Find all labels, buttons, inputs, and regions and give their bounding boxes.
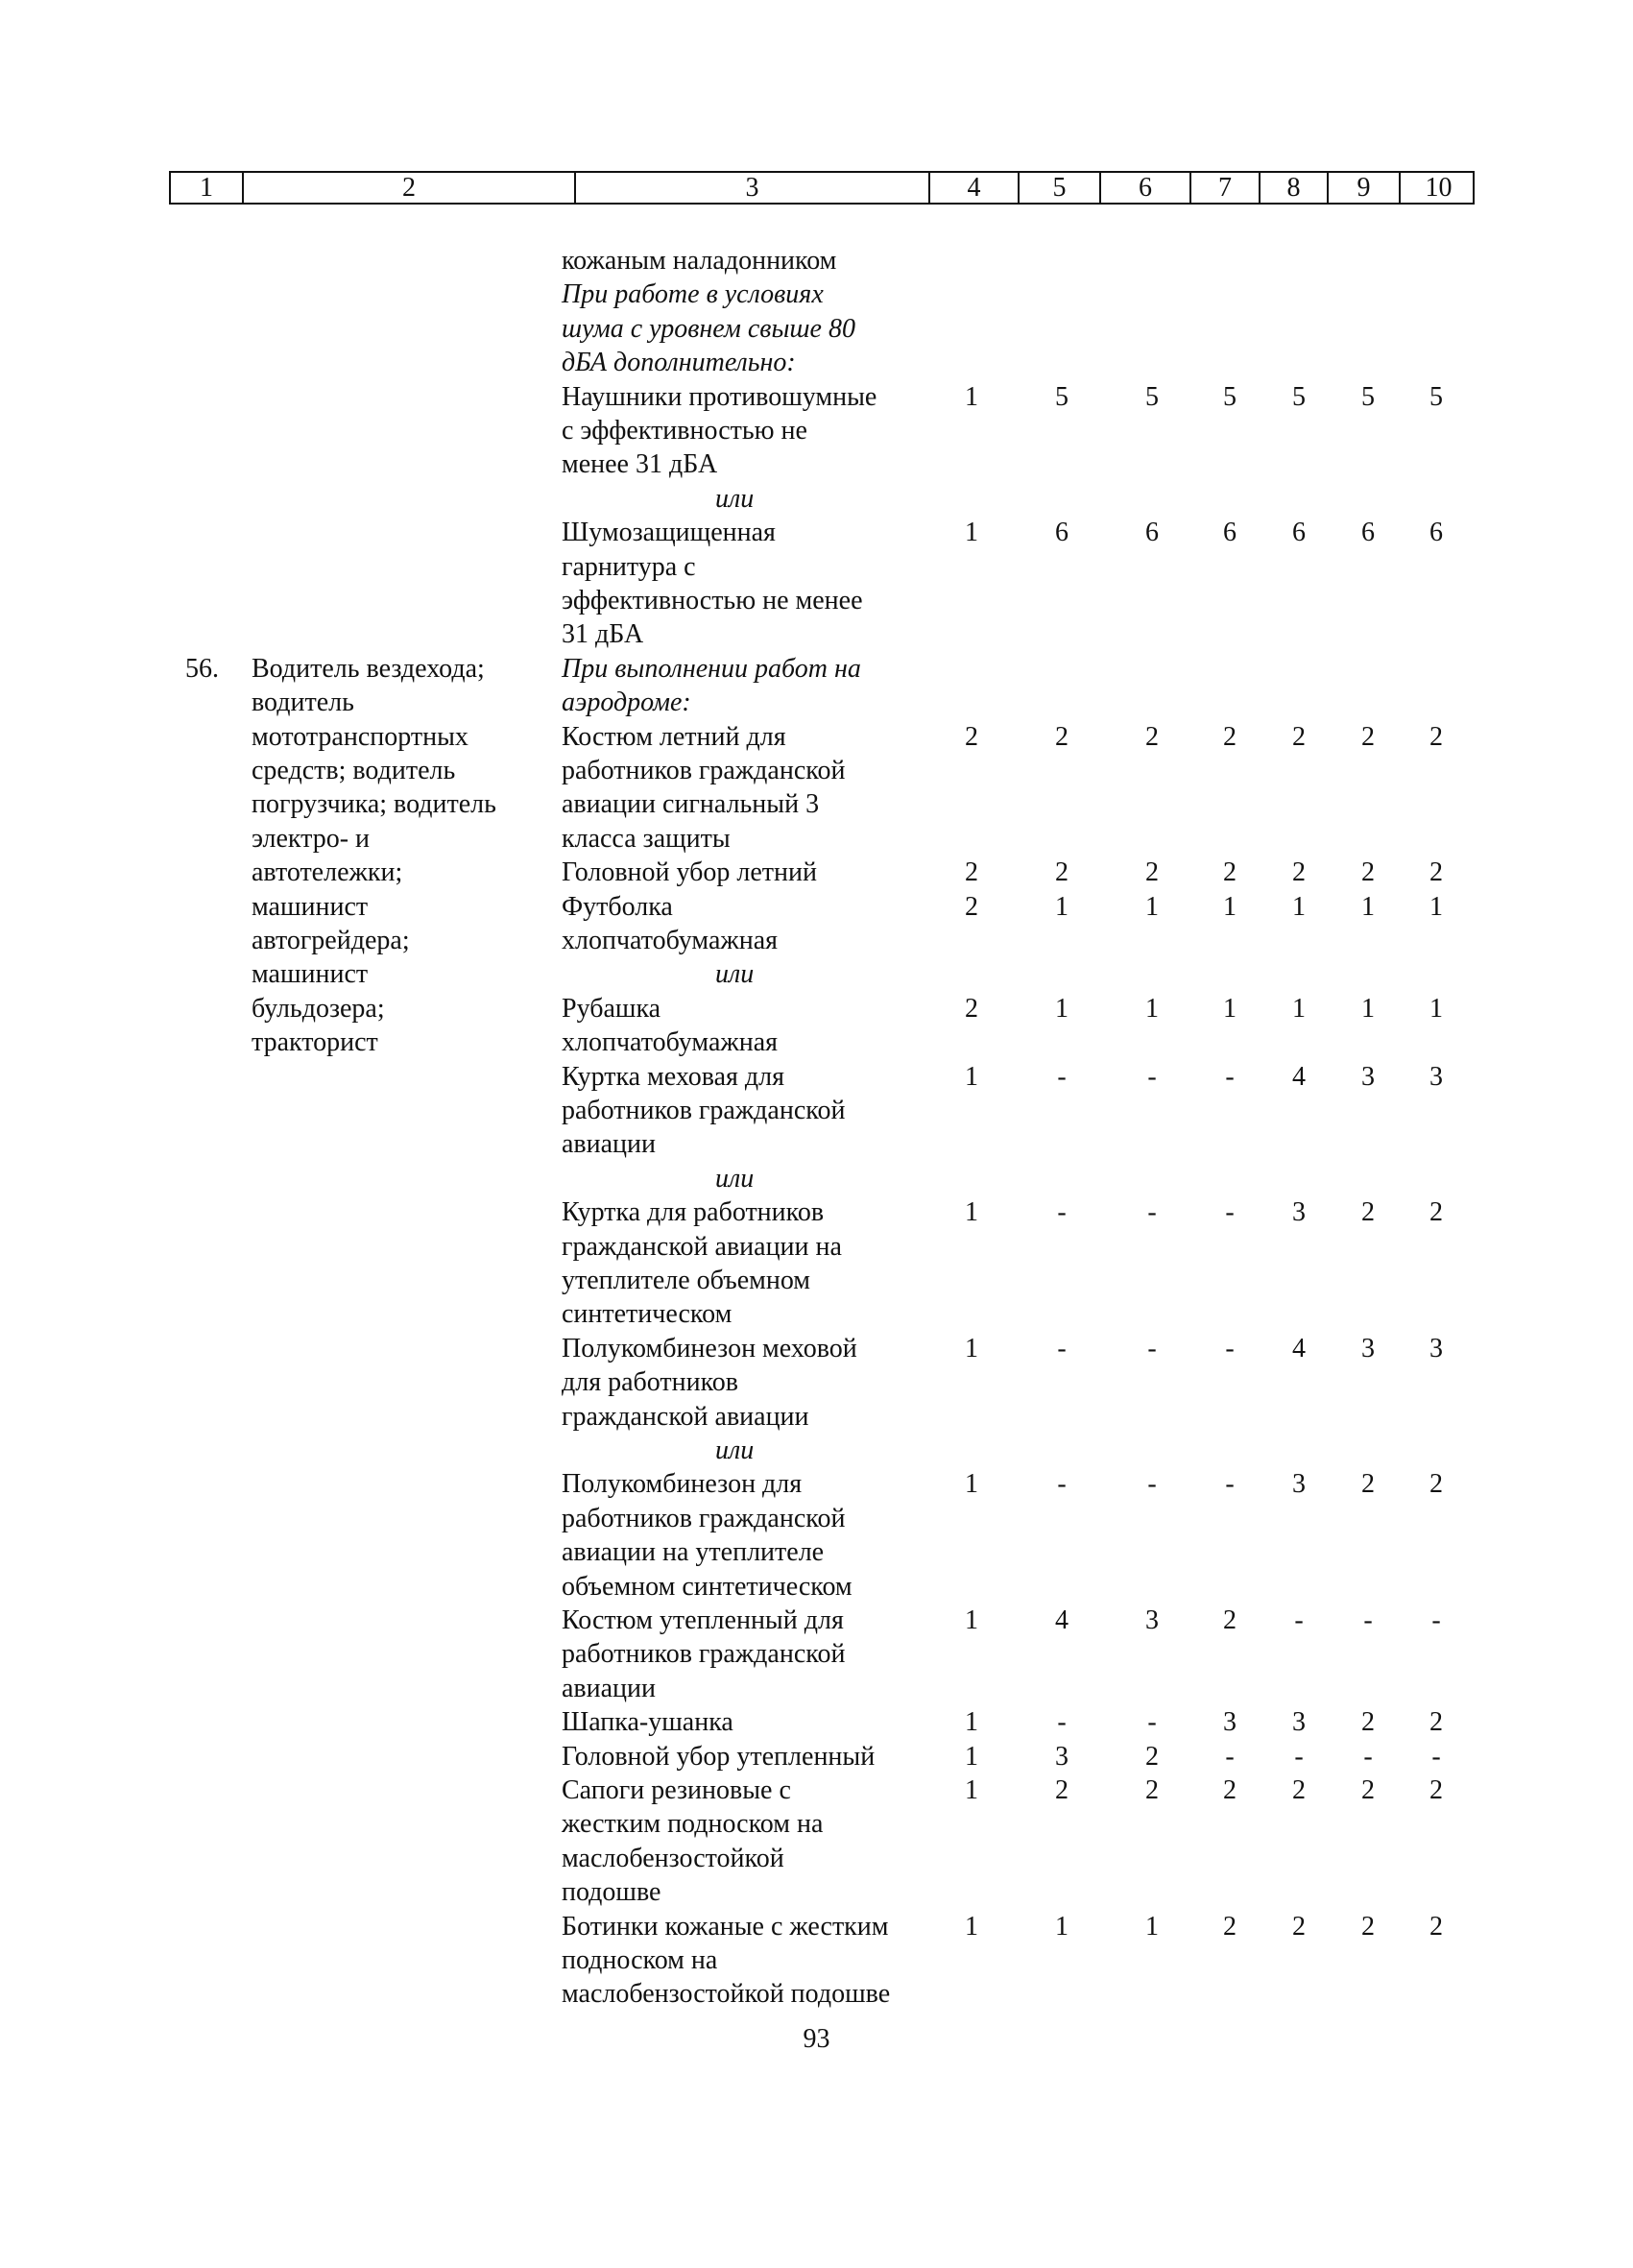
profession-line: бульдозера; <box>252 993 385 1024</box>
norm-value-col-4: 1 <box>965 1197 978 1228</box>
norm-value-col-5: - <box>1057 1197 1067 1228</box>
norm-value-col-7: 1 <box>1223 993 1237 1024</box>
norm-value-col-4: 1 <box>965 1061 978 1092</box>
header-col-9: 9 <box>1327 173 1399 203</box>
norm-value-col-5: - <box>1057 1061 1067 1092</box>
norm-value-col-4: 1 <box>965 1707 978 1738</box>
norm-value-col-9: 2 <box>1361 1707 1375 1738</box>
norm-value-col-7: 3 <box>1223 1707 1237 1738</box>
norm-value-col-5: 1 <box>1055 993 1069 1024</box>
norm-value-col-8: 5 <box>1292 381 1306 412</box>
norm-value-col-10: - <box>1431 1605 1441 1635</box>
norm-value-col-10: 5 <box>1429 381 1443 412</box>
page-number: 93 <box>803 2024 830 2054</box>
norm-value-col-7: 6 <box>1223 518 1237 548</box>
profession-line: Водитель вездехода; <box>252 653 485 684</box>
norm-value-col-4: 2 <box>965 993 978 1024</box>
profession-line: мототранспортных <box>252 721 468 752</box>
norm-value-col-7: 1 <box>1223 891 1237 922</box>
norm-value-col-6: - <box>1147 1707 1157 1738</box>
norm-value-col-9: 1 <box>1361 993 1375 1024</box>
norm-value-col-8: 3 <box>1292 1707 1306 1738</box>
item-description-line: эффективностью не менее <box>562 586 863 615</box>
item-description-line: маслобензостойкой подошве <box>562 1979 891 2010</box>
norm-value-col-7: - <box>1225 1469 1235 1500</box>
norm-value-col-5: 5 <box>1055 381 1069 412</box>
item-description-line: гарнитура с <box>562 551 696 582</box>
item-description-line: менее 31 дБА <box>562 449 718 480</box>
norm-value-col-6: 2 <box>1145 1775 1159 1805</box>
norm-value-col-7: 2 <box>1223 857 1237 888</box>
norm-value-col-6: 5 <box>1145 381 1159 412</box>
item-description-line: работников гражданской <box>562 1639 846 1670</box>
header-col-7: 7 <box>1189 173 1259 203</box>
item-description-line: подноском на <box>562 1945 718 1975</box>
header-col-4: 4 <box>928 173 1018 203</box>
norm-value-col-10: 3 <box>1429 1333 1443 1363</box>
norm-value-col-8: 2 <box>1292 1775 1306 1805</box>
norm-value-col-8: 1 <box>1292 993 1306 1024</box>
item-description-line: для работников <box>562 1367 739 1398</box>
or-separator: или <box>715 1436 755 1465</box>
norm-value-col-8: 2 <box>1292 1911 1306 1942</box>
norm-value-col-10: 2 <box>1429 1707 1443 1738</box>
item-description-line: Куртка меховая для <box>562 1061 785 1092</box>
norm-value-col-10: 3 <box>1429 1061 1443 1092</box>
item-description-line: класса защиты <box>562 823 731 854</box>
item-description-line: Костюм утепленный для <box>562 1605 844 1635</box>
item-description-line: Наушники противошумные <box>562 381 877 412</box>
header-col-5: 5 <box>1018 173 1099 203</box>
norm-value-col-8: 4 <box>1292 1333 1306 1363</box>
norm-value-col-7: - <box>1225 1741 1235 1772</box>
norm-value-col-4: 2 <box>965 857 978 888</box>
norm-value-col-5: 3 <box>1055 1741 1069 1772</box>
or-separator: или <box>715 483 755 514</box>
norm-value-col-4: 1 <box>965 1605 978 1635</box>
norm-value-col-4: 1 <box>965 1911 978 1942</box>
profession-line: погрузчика; водитель <box>252 789 496 820</box>
norm-value-col-9: 2 <box>1361 857 1375 888</box>
norm-value-col-7: - <box>1225 1197 1235 1228</box>
header-col-10: 10 <box>1399 173 1477 203</box>
item-description-line: При выполнении работ на <box>562 653 861 684</box>
column-number-header <box>169 171 1475 205</box>
norm-value-col-6: 2 <box>1145 857 1159 888</box>
norm-value-col-6: 6 <box>1145 518 1159 548</box>
norm-value-col-8: - <box>1294 1605 1304 1635</box>
norm-value-col-6: 3 <box>1145 1605 1159 1635</box>
norm-value-col-5: 2 <box>1055 857 1069 888</box>
norm-value-col-5: - <box>1057 1333 1067 1363</box>
item-description-line: шума с уровнем свыше 80 <box>562 313 855 344</box>
norm-value-col-9: 5 <box>1361 381 1375 412</box>
norm-value-col-8: - <box>1294 1741 1304 1772</box>
norm-value-col-5: - <box>1057 1469 1067 1500</box>
norm-value-col-8: 2 <box>1292 857 1306 888</box>
norm-value-col-10: 2 <box>1429 1775 1443 1805</box>
norm-value-col-10: - <box>1431 1741 1441 1772</box>
item-description-line: Куртка для работников <box>562 1197 825 1228</box>
norm-value-col-10: 2 <box>1429 1911 1443 1942</box>
norm-value-col-8: 6 <box>1292 518 1306 548</box>
norm-value-col-8: 3 <box>1292 1197 1306 1228</box>
item-description-line: работников гражданской <box>562 1096 846 1125</box>
norm-value-col-8: 3 <box>1292 1469 1306 1500</box>
item-description-line: Головной убор летний <box>562 857 817 888</box>
norm-value-col-10: 1 <box>1429 891 1443 922</box>
norm-value-col-6: 1 <box>1145 891 1159 922</box>
item-description-line: синтетическом <box>562 1299 732 1330</box>
item-description-line: авиации сигнальный 3 <box>562 789 820 820</box>
norm-value-col-4: 1 <box>965 1333 978 1363</box>
item-description-line: авиации <box>562 1673 657 1703</box>
norm-value-col-4: 1 <box>965 381 978 412</box>
item-description-line: Шапка-ушанка <box>562 1707 733 1738</box>
header-col-2: 2 <box>242 173 574 203</box>
norm-value-col-9: 3 <box>1361 1061 1375 1092</box>
item-description-line: Полукомбинезон для <box>562 1469 803 1500</box>
norm-value-col-6: - <box>1147 1061 1157 1092</box>
norm-value-col-6: - <box>1147 1469 1157 1500</box>
norm-value-col-5: 1 <box>1055 1911 1069 1942</box>
norm-value-col-6: 2 <box>1145 1741 1159 1772</box>
norm-value-col-9: 2 <box>1361 1469 1375 1500</box>
item-description-line: гражданской авиации <box>562 1401 809 1432</box>
norm-value-col-5: 6 <box>1055 518 1069 548</box>
item-description-line: аэродроме: <box>562 688 691 718</box>
norm-value-col-4: 2 <box>965 721 978 752</box>
norm-value-col-5: - <box>1057 1707 1067 1738</box>
or-separator: или <box>715 1163 755 1194</box>
norm-value-col-9: - <box>1363 1605 1373 1635</box>
item-description-line: кожаным наладонником <box>562 246 837 276</box>
norm-value-col-4: 2 <box>965 891 978 922</box>
norm-value-col-7: - <box>1225 1061 1235 1092</box>
norm-value-col-5: 2 <box>1055 721 1069 752</box>
norm-value-col-4: 1 <box>965 1775 978 1805</box>
norm-value-col-6: 1 <box>1145 993 1159 1024</box>
norm-value-col-4: 1 <box>965 1741 978 1772</box>
norm-value-col-9: 2 <box>1361 1775 1375 1805</box>
item-description-line: Рубашка <box>562 993 661 1024</box>
norm-value-col-4: 1 <box>965 518 978 548</box>
norm-value-col-8: 4 <box>1292 1061 1306 1092</box>
item-description-line: При работе в условиях <box>562 279 824 310</box>
norm-value-col-10: 1 <box>1429 993 1443 1024</box>
norm-value-col-6: - <box>1147 1197 1157 1228</box>
item-number: 56. <box>185 653 219 684</box>
norm-value-col-10: 6 <box>1429 518 1443 548</box>
norm-value-col-7: 2 <box>1223 1911 1237 1942</box>
item-description-line: утеплителе объемном <box>562 1266 811 1295</box>
item-description-line: Футболка <box>562 891 673 922</box>
profession-line: тракторист <box>252 1027 378 1058</box>
norm-value-col-7: - <box>1225 1333 1235 1363</box>
norm-value-col-6: 1 <box>1145 1911 1159 1942</box>
norm-value-col-9: 2 <box>1361 1197 1375 1228</box>
norm-value-col-9: 2 <box>1361 721 1375 752</box>
header-col-6: 6 <box>1099 173 1189 203</box>
profession-line: автогрейдера; <box>252 926 410 955</box>
norm-value-col-7: 2 <box>1223 721 1237 752</box>
norm-value-col-7: 2 <box>1223 1605 1237 1635</box>
norm-value-col-9: 3 <box>1361 1333 1375 1363</box>
profession-line: автотележки; <box>252 857 403 888</box>
item-description-line: работников гражданской <box>562 756 846 785</box>
norm-value-col-8: 2 <box>1292 721 1306 752</box>
norm-value-col-4: 1 <box>965 1469 978 1500</box>
item-description-line: авиации <box>562 1129 657 1160</box>
norm-value-col-10: 2 <box>1429 1469 1443 1500</box>
item-description-line: Шумозащищенная <box>562 518 776 548</box>
item-description-line: объемном синтетическом <box>562 1571 853 1602</box>
norm-value-col-5: 2 <box>1055 1775 1069 1805</box>
profession-line: электро- и <box>252 823 371 854</box>
norm-value-col-9: 1 <box>1361 891 1375 922</box>
or-separator: или <box>715 959 755 990</box>
profession-line: средств; водитель <box>252 756 456 785</box>
header-col-1: 1 <box>200 173 213 203</box>
norm-value-col-7: 2 <box>1223 1775 1237 1805</box>
norm-value-col-10: 2 <box>1429 857 1443 888</box>
item-description-line: Ботинки кожаные с жестким <box>562 1911 889 1942</box>
item-description-line: работников гражданской <box>562 1503 846 1533</box>
item-description-line: гражданской авиации на <box>562 1231 842 1262</box>
item-description-line: подошве <box>562 1877 661 1908</box>
profession-line: машинист <box>252 891 369 922</box>
item-description-line: Полукомбинезон меховой <box>562 1333 857 1363</box>
item-description-line: маслобензостойкой <box>562 1843 784 1873</box>
norm-value-col-9: - <box>1363 1741 1373 1772</box>
header-col-8: 8 <box>1259 173 1327 203</box>
norm-value-col-10: 2 <box>1429 721 1443 752</box>
item-description-line: Костюм летний для <box>562 721 786 752</box>
item-description-line: дБА дополнительно: <box>562 348 796 378</box>
item-description-line: жестким подноском на <box>562 1809 824 1840</box>
item-description-line: авиации на утеплителе <box>562 1537 825 1568</box>
header-col-3: 3 <box>574 173 928 203</box>
norm-value-col-6: - <box>1147 1333 1157 1363</box>
item-description-line: 31 дБА <box>562 619 644 650</box>
item-description-line: Головной убор утепленный <box>562 1741 876 1772</box>
norm-value-col-7: 5 <box>1223 381 1237 412</box>
norm-value-col-9: 6 <box>1361 518 1375 548</box>
profession-line: машинист <box>252 959 369 990</box>
norm-value-col-6: 2 <box>1145 721 1159 752</box>
item-description-line: с эффективностью не <box>562 416 807 446</box>
norm-value-col-5: 4 <box>1055 1605 1069 1635</box>
norm-value-col-10: 2 <box>1429 1197 1443 1228</box>
norm-value-col-5: 1 <box>1055 891 1069 922</box>
norm-value-col-9: 2 <box>1361 1911 1375 1942</box>
item-description-line: Сапоги резиновые с <box>562 1775 791 1805</box>
item-description-line: хлопчатобумажная <box>562 1027 779 1058</box>
item-description-line: хлопчатобумажная <box>562 926 779 955</box>
norm-value-col-8: 1 <box>1292 891 1306 922</box>
profession-line: водитель <box>252 688 354 718</box>
